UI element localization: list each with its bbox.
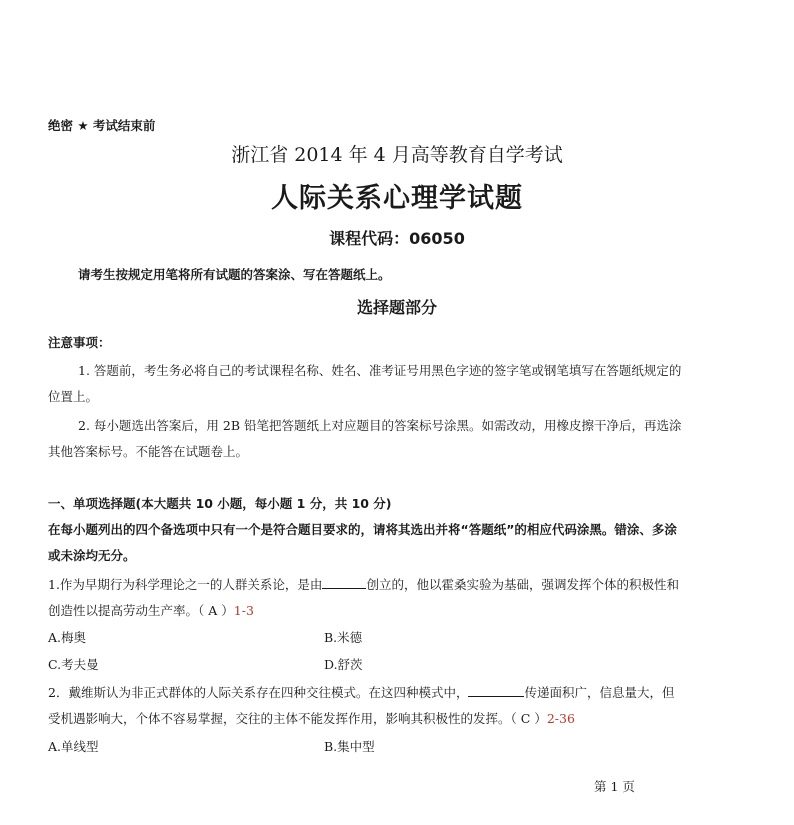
answer-instruction: 请考生按规定用笔将所有试题的答案涂、写在答题纸上。: [78, 267, 391, 282]
question-2-text-before-blank: 2．戴维斯认为非正式群体的人际关系存在四种交往模式。在这四种模式中，: [48, 685, 469, 700]
question-2-blank: [468, 684, 524, 697]
question-1-text-line-2: 创造性以提高劳动生产率。（: [48, 603, 205, 618]
confidential-label: 绝密 ★ 考试结束前: [48, 118, 156, 133]
question-2-text-after-blank: 传递面积广，信息量大，但: [524, 685, 675, 700]
part-one-heading: 一、单项选择题(本大题共 10 小题，每小题 1 分，共 10 分): [48, 496, 392, 511]
note-2-line-2: 其他答案标号。不能答在试题卷上。: [48, 444, 249, 459]
question-2-option-a: A.单线型: [48, 739, 99, 754]
question-1-line-2: [48, 601, 254, 619]
part-one-directions-line-1: 在每小题列出的四个备选项中只有一个是符合题目要求的，请将其选出并将“答题纸”的相应代码涂黑。错涂、多涂: [48, 522, 677, 537]
exam-title: 人际关系心理学试题: [271, 183, 523, 214]
question-1-option-d: D.舒茨: [324, 657, 363, 672]
question-1-option-a: A.梅奥: [48, 630, 87, 645]
question-2-line-2: [48, 709, 575, 727]
question-1-blank: [322, 576, 366, 589]
section-heading: 选择题部分: [356, 298, 437, 317]
question-2-option-b: B.集中型: [324, 739, 375, 754]
exam-subtitle: 浙江省 2014 年 4 月高等教育自学考试: [231, 144, 563, 166]
question-2-line-1: [48, 683, 674, 701]
question-2-text-line-2: 受机遇影响大，个体不容易掌握，交往的主体不能发挥作用，影响其积极性的发挥。（: [48, 711, 517, 726]
question-1-option-b: B.米德: [324, 630, 363, 645]
question-1-answer: A: [208, 603, 218, 618]
part-one-directions-line-2: 或未涂均无分。: [48, 548, 136, 563]
question-1-text-before-blank: 1.作为早期行为科学理论之一的人群关系论，是由: [48, 577, 323, 592]
note-1-line-2: 位置上。: [48, 389, 99, 404]
page-number: 第 1 页: [594, 779, 635, 794]
question-2-answer: C: [520, 711, 531, 726]
question-2-reference: 2-36: [546, 711, 575, 726]
question-1-option-c: C.考夫曼: [48, 657, 99, 672]
notes-heading: 注意事项：: [48, 335, 111, 350]
note-2-line-1: 2. 每小题选出答案后，用 2B 铅笔把答题纸上对应题目的答案标号涂黑。如需改动，用橡皮擦干净后，再选涂: [78, 418, 682, 433]
question-1-line-1: [48, 575, 679, 593]
course-code: 课程代码：06050: [329, 229, 465, 248]
question-2-close-paren: ）: [534, 711, 547, 726]
question-1-close-paren: ）: [221, 603, 234, 618]
question-1-reference: 1-3: [233, 603, 254, 618]
note-1-line-1: 1. 答题前，考生务必将自己的考试课程名称、姓名、准考证号用黑色字迹的签字笔或钢笔填写在答题纸规定的: [78, 363, 682, 378]
question-1-text-after-blank: 创立的，他以霍桑实验为基础，强调发挥个体的积极性和: [366, 577, 679, 592]
